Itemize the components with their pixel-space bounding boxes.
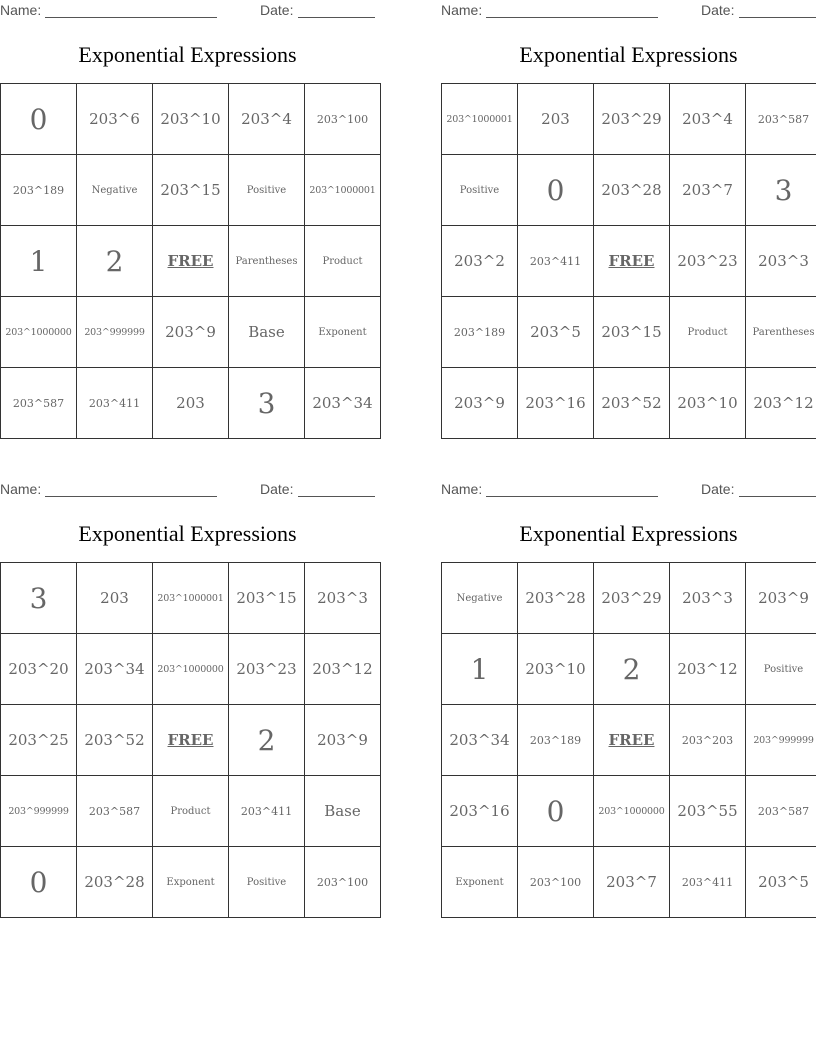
bingo-cell: 203^1000000 <box>594 776 670 847</box>
bingo-cell: 203 <box>153 368 229 439</box>
card-title: Exponential Expressions <box>78 521 297 546</box>
bingo-cell: 0 <box>1 84 77 155</box>
bingo-cell: 203^189 <box>442 297 518 368</box>
bingo-cell: 203^4 <box>229 84 305 155</box>
bingo-cell: 203^6 <box>77 84 153 155</box>
bingo-cell: 203^55 <box>670 776 746 847</box>
bingo-cell: 203^100 <box>305 847 381 918</box>
bingo-cell: 203^15 <box>153 155 229 226</box>
bingo-cell: 1 <box>1 226 77 297</box>
bingo-cell: 203^587 <box>746 776 816 847</box>
bingo-cell: 2 <box>77 226 153 297</box>
bingo-cell: 2 <box>594 634 670 705</box>
bingo-cell: 203^2 <box>442 226 518 297</box>
name-date-header <box>0 481 375 499</box>
date-label: Date: <box>260 2 294 18</box>
bingo-cell: 203^12 <box>305 634 381 705</box>
bingo-cell: Positive <box>229 847 305 918</box>
name-line <box>45 496 217 497</box>
bingo-cell: 203^15 <box>229 563 305 634</box>
bingo-cell: Negative <box>442 563 518 634</box>
bingo-cell: 203 <box>77 563 153 634</box>
bingo-cell: Base <box>229 297 305 368</box>
bingo-cell: 203^52 <box>594 368 670 439</box>
bingo-cell: 203^1000001 <box>442 84 518 155</box>
bingo-cell: 203^189 <box>518 705 594 776</box>
date-line <box>739 496 816 497</box>
bingo-cell: 203^587 <box>77 776 153 847</box>
bingo-cell: 203^16 <box>442 776 518 847</box>
bingo-cell: 203^1000001 <box>153 563 229 634</box>
bingo-cell: 203^10 <box>153 84 229 155</box>
bingo-cell: Exponent <box>442 847 518 918</box>
bingo-cell: 0 <box>518 776 594 847</box>
card-title: Exponential Expressions <box>519 521 738 546</box>
bingo-cell: 203^999999 <box>746 705 816 776</box>
name-label: Name: <box>0 2 42 18</box>
name-line <box>486 17 658 18</box>
bingo-cell: 203^9 <box>153 297 229 368</box>
date-line <box>739 17 816 18</box>
bingo-cell: 203^1000000 <box>153 634 229 705</box>
free-space: FREE <box>153 226 229 297</box>
bingo-cell: 203^1000000 <box>1 297 77 368</box>
bingo-cell: 203^28 <box>77 847 153 918</box>
free-space: FREE <box>594 705 670 776</box>
bingo-cell: 203^411 <box>670 847 746 918</box>
bingo-cell: 203^9 <box>442 368 518 439</box>
name-label: Name: <box>0 481 42 497</box>
card-title: Exponential Expressions <box>78 42 297 67</box>
bingo-cell: 203^411 <box>229 776 305 847</box>
date-line <box>298 496 375 497</box>
free-space: FREE <box>153 705 229 776</box>
date-label: Date: <box>701 2 735 18</box>
bingo-cell: 203^587 <box>746 84 816 155</box>
bingo-grid <box>441 83 816 439</box>
bingo-cell: Positive <box>746 634 816 705</box>
bingo-grid <box>0 83 381 439</box>
bingo-cell: Exponent <box>305 297 381 368</box>
bingo-cell: 203^15 <box>594 297 670 368</box>
bingo-cell: 203^34 <box>77 634 153 705</box>
bingo-cell: 3 <box>746 155 816 226</box>
bingo-cell: 203^23 <box>670 226 746 297</box>
bingo-cell: Exponent <box>153 847 229 918</box>
bingo-cell: 203^3 <box>305 563 381 634</box>
name-date-header <box>441 2 816 20</box>
bingo-cell: 203^100 <box>518 847 594 918</box>
bingo-cell: 203^5 <box>746 847 816 918</box>
name-label: Name: <box>441 481 483 497</box>
bingo-cell: Positive <box>229 155 305 226</box>
bingo-cell: 203^9 <box>746 563 816 634</box>
name-date-header <box>0 2 375 20</box>
bingo-cell: 203^411 <box>518 226 594 297</box>
bingo-cell: 203^20 <box>1 634 77 705</box>
card-title: Exponential Expressions <box>519 42 738 67</box>
bingo-cell: 203^28 <box>594 155 670 226</box>
date-label: Date: <box>701 481 735 497</box>
bingo-cell: 203^10 <box>518 634 594 705</box>
bingo-cell: 203^999999 <box>1 776 77 847</box>
bingo-cell: 203^23 <box>229 634 305 705</box>
free-space: FREE <box>594 226 670 297</box>
bingo-cell: 203^411 <box>77 368 153 439</box>
bingo-cell: 203^29 <box>594 563 670 634</box>
bingo-cell: 203^203 <box>670 705 746 776</box>
bingo-cell: 203^28 <box>518 563 594 634</box>
bingo-cell: Negative <box>77 155 153 226</box>
bingo-cell: 203^25 <box>1 705 77 776</box>
bingo-cell: 203^29 <box>594 84 670 155</box>
bingo-cell: Parentheses <box>229 226 305 297</box>
bingo-cell: Parentheses <box>746 297 816 368</box>
bingo-cell: 203^100 <box>305 84 381 155</box>
date-label: Date: <box>260 481 294 497</box>
bingo-cell: 203^16 <box>518 368 594 439</box>
bingo-cell: Product <box>305 226 381 297</box>
bingo-cell: 203^4 <box>670 84 746 155</box>
bingo-cell: 203^12 <box>670 634 746 705</box>
bingo-cell: 203 <box>518 84 594 155</box>
bingo-cell: Product <box>153 776 229 847</box>
name-line <box>45 17 217 18</box>
bingo-cell: 203^5 <box>518 297 594 368</box>
date-line <box>298 17 375 18</box>
bingo-cell: 203^587 <box>1 368 77 439</box>
bingo-grid <box>441 562 816 918</box>
name-line <box>486 496 658 497</box>
bingo-cell: 203^7 <box>670 155 746 226</box>
bingo-cell: 3 <box>1 563 77 634</box>
bingo-cell: 203^1000001 <box>305 155 381 226</box>
bingo-cell: 203^999999 <box>77 297 153 368</box>
bingo-cell: Base <box>305 776 381 847</box>
bingo-cell: 2 <box>229 705 305 776</box>
bingo-cell: 203^9 <box>305 705 381 776</box>
bingo-cell: 203^3 <box>746 226 816 297</box>
bingo-cell: 203^34 <box>442 705 518 776</box>
bingo-cell: 203^189 <box>1 155 77 226</box>
bingo-cell: 0 <box>1 847 77 918</box>
bingo-cell: 203^52 <box>77 705 153 776</box>
bingo-cell: 203^10 <box>670 368 746 439</box>
bingo-cell: 203^12 <box>746 368 816 439</box>
name-label: Name: <box>441 2 483 18</box>
bingo-cell: 1 <box>442 634 518 705</box>
name-date-header <box>441 481 816 499</box>
bingo-cell: 3 <box>229 368 305 439</box>
bingo-cell: 203^3 <box>670 563 746 634</box>
bingo-cell: Positive <box>442 155 518 226</box>
bingo-cell: 203^34 <box>305 368 381 439</box>
bingo-cell: 203^7 <box>594 847 670 918</box>
bingo-cell: 0 <box>518 155 594 226</box>
bingo-cell: Product <box>670 297 746 368</box>
bingo-grid <box>0 562 381 918</box>
